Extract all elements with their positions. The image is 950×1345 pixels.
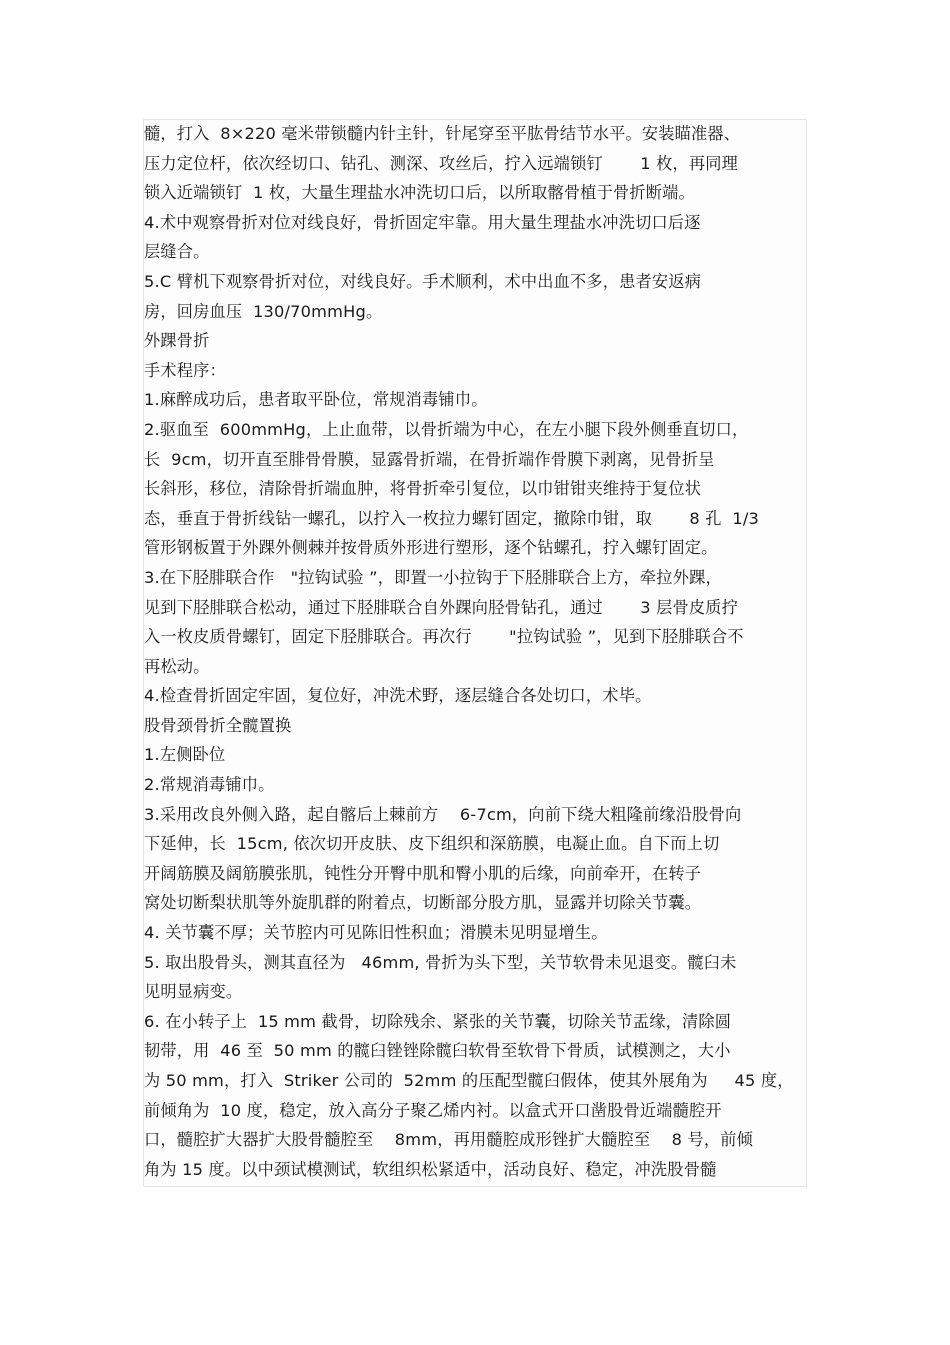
text-line: 态，垂直于骨折线钻一螺孔，以拧入一枚拉力螺钉固定，撤除巾钳，取 8 孔 1/3 xyxy=(144,508,760,528)
text-line: 见明显病变。 xyxy=(144,982,243,1002)
section-heading: 股骨颈骨折全髋置换 xyxy=(144,715,292,735)
text-line: 韧带，用 46 至 50 mm 的髋臼锉锉除髋臼软骨至软骨下骨质，试模测之，大小 xyxy=(144,1041,731,1061)
text-line: 3.在下胫腓联合作 "拉钩试验 ”，即置一小拉钩于下胫腓联合上方，牵拉外踝， xyxy=(144,567,722,587)
text-line: 6. 在小转子上 15 mm 截骨，切除残余、紧张的关节囊，切除关节盂缘，清除圆 xyxy=(144,1011,732,1031)
text-line: 口，髓腔扩大器扩大股骨髓腔至 8mm，再用髓腔成形锉扩大髓腔至 8 号，前倾 xyxy=(144,1130,754,1150)
text-line: 1.麻醉成功后，患者取平卧位，常规消毒铺巾。 xyxy=(144,390,488,410)
text-line: 长斜形，移位，清除骨折端血肿，将骨折牵引复位，以巾钳钳夹维持于复位状 xyxy=(144,479,702,499)
text-line: 房，回房血压 130/70mmHg。 xyxy=(144,301,383,321)
text-line: 为 50 mm，打入 Striker 公司的 52mm 的压配型髋臼假体，使其外展角为 45 度， xyxy=(144,1071,794,1090)
text-line: 窝处切断梨状肌等外旋肌群的附着点，切断部分股方肌，显露并切除关节囊。 xyxy=(144,893,702,913)
text-line: 锁入近端锁钉 1 枚，大量生理盐水冲洗切口后，以所取髂骨植于骨折断端。 xyxy=(144,183,695,203)
text-line: 4.术中观察骨折对位对线良好，骨折固定牢靠。用大量生理盐水冲洗切口后逐 xyxy=(144,212,701,232)
text-line: 见到下胫腓联合松动，通过下胫腓联合自外踝向胫骨钻孔，通过 3 层骨皮质拧 xyxy=(144,597,739,617)
text-line: 2.常规消毒铺巾。 xyxy=(144,775,275,795)
text-line: 压力定位杆，依次经切口、钻孔、测深、攻丝后，拧入远端锁钉 1 枚，再同理 xyxy=(144,153,739,173)
text-line: 下延伸，长 15cm, 依次切开皮肤、皮下组织和深筋膜，电凝止血。自下而上切 xyxy=(144,834,720,854)
document-body xyxy=(144,119,824,1184)
text-line: 4.检查骨折固定牢固，复位好，冲洗术野，逐层缝合各处切口，术毕。 xyxy=(144,686,652,706)
text-line: 5.C 臂机下观察骨折对位，对线良好。手术顺利，术中出血不多，患者安返病 xyxy=(144,271,702,291)
text-line: 3.采用改良外侧入路，起自髂后上棘前方 6-7cm，向前下绕大粗隆前缘沿股骨向 xyxy=(144,804,742,824)
text-line: 长 9cm，切开直至腓骨骨膜，显露骨折端，在骨折端作骨膜下剥离，见骨折呈 xyxy=(144,449,715,469)
text-line: 管形钢板置于外踝外侧棘并按骨质外形进行塑形，逐个钻螺孔，拧入螺钉固定。 xyxy=(144,538,718,558)
text-line: 再松动。 xyxy=(144,656,210,676)
text-line: 4. 关节囊不厚；关节腔内可见陈旧性积血；滑膜未见明显增生。 xyxy=(144,923,608,943)
text-line: 前倾角为 10 度，稳定，放入高分子聚乙烯内衬。以盒式开口凿股骨近端髓腔开 xyxy=(144,1100,722,1120)
text-line: 髓，打入 8×220 毫米带锁髓内针主针，针尾穿至平肱骨结节水平。安装瞄准器、 xyxy=(144,124,741,143)
text-line: 层缝合。 xyxy=(144,242,210,262)
text-line: 开阔筋膜及阔筋膜张肌，钝性分开臀中肌和臀小肌的后缘，向前牵开，在转子 xyxy=(144,863,702,883)
subheading: 手术程序： xyxy=(144,360,226,380)
text-line: 5. 取出股骨头，测其直径为 46mm, 骨折为头下型，关节软骨未见退变。髋臼未 xyxy=(144,952,737,972)
text-line: 2.驱血至 600mmHg，上止血带，以骨折端为中心，在左小腿下段外侧垂直切口， xyxy=(144,419,749,439)
text-line: 角为 15 度。以中颈试模测试，软组织松紧适中，活动良好、稳定，冲洗股骨髓 xyxy=(144,1159,717,1179)
text-line: 1.左侧卧位 xyxy=(144,745,226,765)
section-heading: 外踝骨折 xyxy=(144,331,210,351)
text-line: 入一枚皮质骨螺钉，固定下胫腓联合。再次行 "拉钩试验 ”，见到下胫腓联合不 xyxy=(144,627,744,647)
